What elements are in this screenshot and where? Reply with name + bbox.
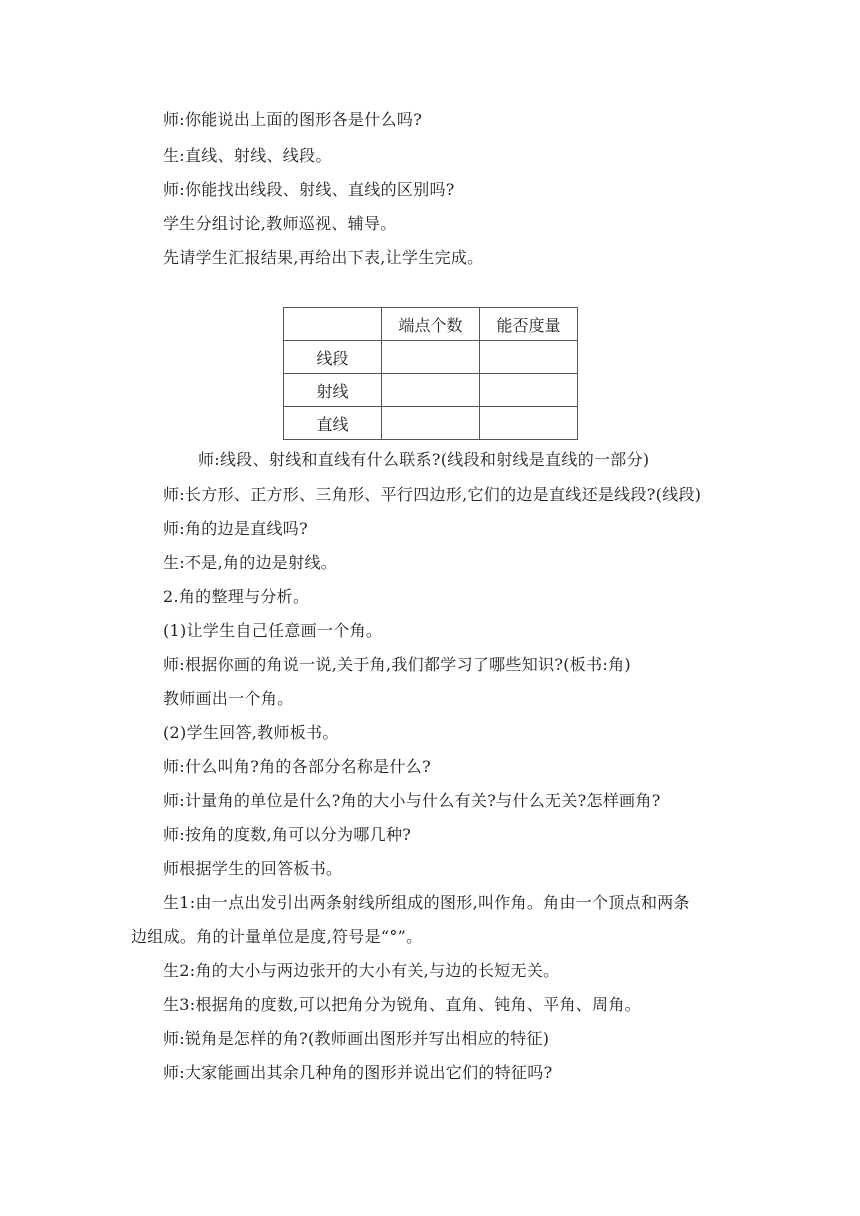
- paragraph: 师:锐角是怎样的角?(教师画出图形并写出相应的特征): [163, 1029, 550, 1048]
- table-cell: [480, 374, 578, 407]
- table-cell: [382, 341, 480, 374]
- paragraph: 生2:角的大小与两边张开的大小有关,与边的长短无关。: [163, 961, 560, 980]
- comparison-table: [283, 307, 578, 440]
- table-row-label: 直线: [284, 407, 382, 440]
- paragraph: 生3:根据角的度数,可以把角分为锐角、直角、钝角、平角、周角。: [163, 995, 641, 1014]
- paragraph: 师:你能说出上面的图形各是什么吗?: [163, 110, 423, 129]
- table-cell: [480, 341, 578, 374]
- paragraph: 师:线段、射线和直线有什么联系?(线段和射线是直线的一部分): [198, 450, 650, 469]
- paragraph: 师:你能找出线段、射线、直线的区别吗?: [163, 180, 455, 199]
- table-row: [284, 374, 578, 407]
- table-row: [284, 407, 578, 440]
- paragraph: 学生分组讨论,教师巡视、辅导。: [163, 214, 397, 233]
- paragraph: 先请学生汇报结果,再给出下表,让学生完成。: [163, 248, 484, 267]
- table-header-cell: 端点个数: [382, 308, 480, 341]
- table-header-cell: [284, 308, 382, 341]
- section-heading: 2.角的整理与分析。: [163, 587, 310, 606]
- paragraph: 师:大家能画出其余几种角的图形并说出它们的特征吗?: [163, 1063, 553, 1082]
- paragraph: 教师画出一个角。: [163, 689, 294, 708]
- table-cell: [480, 407, 578, 440]
- paragraph: 生:不是,角的边是射线。: [163, 553, 338, 572]
- paragraph: 生1:由一点出发引出两条射线所组成的图形,叫作角。角由一个顶点和两条: [163, 893, 690, 912]
- table-header-cell: 能否度量: [480, 308, 578, 341]
- table-row-label: 射线: [284, 374, 382, 407]
- table-cell: [382, 374, 480, 407]
- paragraph: 师根据学生的回答板书。: [163, 859, 343, 878]
- paragraph: (1)让学生自己任意画一个角。: [163, 621, 383, 640]
- table-cell: [382, 407, 480, 440]
- paragraph: 师:什么叫角?角的各部分名称是什么?: [163, 757, 431, 776]
- table-row-label: 线段: [284, 341, 382, 374]
- paragraph: 师:长方形、正方形、三角形、平行四边形,它们的边是直线还是线段?(线段): [163, 485, 702, 504]
- paragraph: 边组成。角的计量单位是度,符号是“°”。: [131, 927, 423, 946]
- paragraph: 师:按角的度数,角可以分为哪几种?: [163, 825, 412, 844]
- paragraph: (2)学生回答,教师板书。: [163, 723, 339, 742]
- paragraph: 师:计量角的单位是什么?角的大小与什么有关?与什么无关?怎样画角?: [163, 791, 661, 810]
- paragraph: 生:直线、射线、线段。: [163, 146, 332, 165]
- paragraph: 师:角的边是直线吗?: [163, 519, 308, 538]
- table-row: [284, 341, 578, 374]
- paragraph: 师:根据你画的角说一说,关于角,我们都学习了哪些知识?(板书:角): [163, 655, 631, 674]
- table-header-row: [284, 308, 578, 341]
